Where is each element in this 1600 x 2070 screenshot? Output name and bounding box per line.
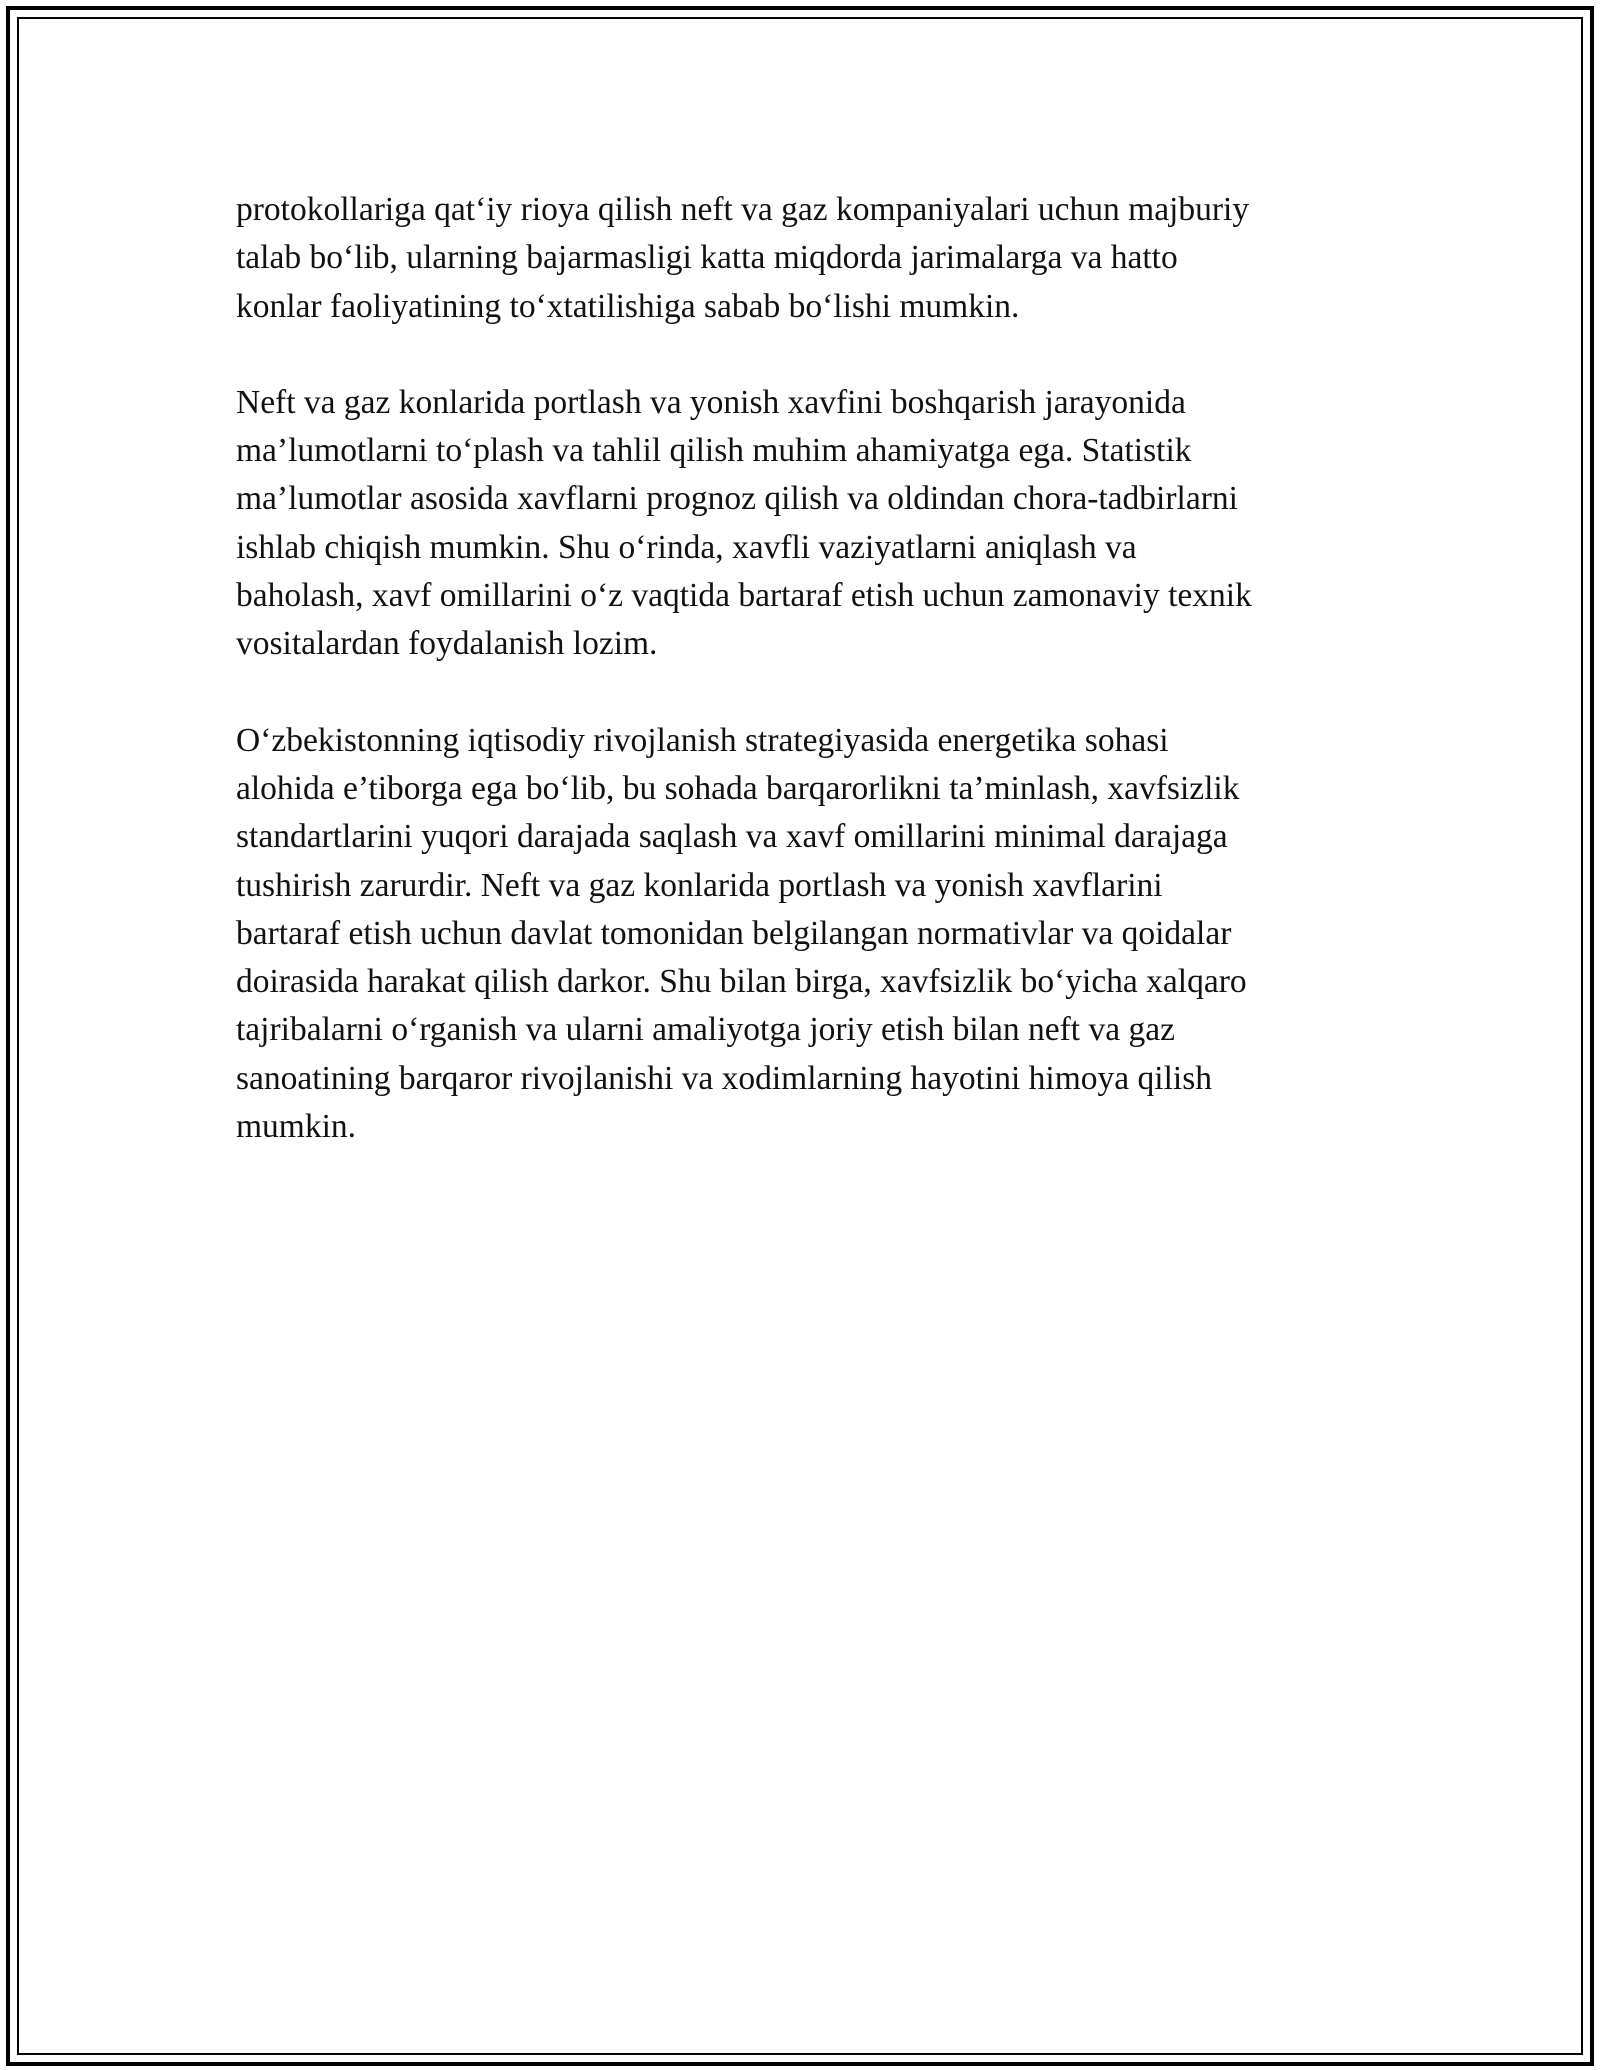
text-line: ma’lumotlar asosida xavflarni prognoz qilish va oldindan chora-tadbirlarni xyxy=(236,480,1238,518)
text-line: alohida e’tiborga ega bo‘lib, bu sohada barqarorlikni ta’minlash, xavfsizlik xyxy=(236,769,1240,807)
text-line: baholash, xavf omillarini o‘z vaqtida bartaraf etish uchun zamonaviy texnik xyxy=(236,577,1252,615)
text-line: O‘zbekistonning iqtisodiy rivojlanish strategiyasida energetika sohasi xyxy=(236,721,1169,759)
text-line: protokollariga qat‘iy rioya qilish neft va gaz kompaniyalari uchun majburiy xyxy=(236,191,1250,228)
paragraph-3 xyxy=(236,717,1366,1152)
text-line: talab bo‘lib, ularning bajarmasligi katta miqdorda jarimalarga va hatto xyxy=(236,239,1178,277)
document-body xyxy=(236,186,1366,1199)
paragraph-1 xyxy=(236,186,1366,331)
text-line: Neft va gaz konlarida portlash va yonish xavfini boshqarish jarayonida xyxy=(236,383,1186,421)
text-line: ma’lumotlarni to‘plash va tahlil qilish muhim ahamiyatga ega. Statistik xyxy=(236,432,1192,470)
text-line: mumkin. xyxy=(236,1108,357,1146)
text-line: bartaraf etish uchun davlat tomonidan belgilangan normativlar va qoidalar xyxy=(236,914,1232,952)
text-line: ishlab chiqish mumkin. Shu o‘rinda, xavfli vaziyatlarni aniqlash va xyxy=(236,528,1137,566)
text-line: sanoatining barqaror rivojlanishi va xodimlarning hayotini himoya qilish xyxy=(236,1059,1212,1097)
paragraph-2 xyxy=(236,379,1366,669)
text-line: vositalardan foydalanish lozim. xyxy=(236,625,658,663)
text-line: doirasida harakat qilish darkor. Shu bilan birga, xavfsizlik bo‘yicha xalqaro xyxy=(236,963,1247,1001)
text-line: standartlarini yuqori darajada saqlash va xavf omillarini minimal darajaga xyxy=(236,818,1228,856)
text-line: tajribalarni o‘rganish va ularni amaliyotga joriy etish bilan neft va gaz xyxy=(236,1011,1175,1049)
text-line: konlar faoliyatining to‘xtatilishiga sabab bo‘lishi mumkin. xyxy=(236,287,1020,325)
text-line: tushirish zarurdir. Neft va gaz konlarida portlash va yonish xavflarini xyxy=(236,866,1163,904)
